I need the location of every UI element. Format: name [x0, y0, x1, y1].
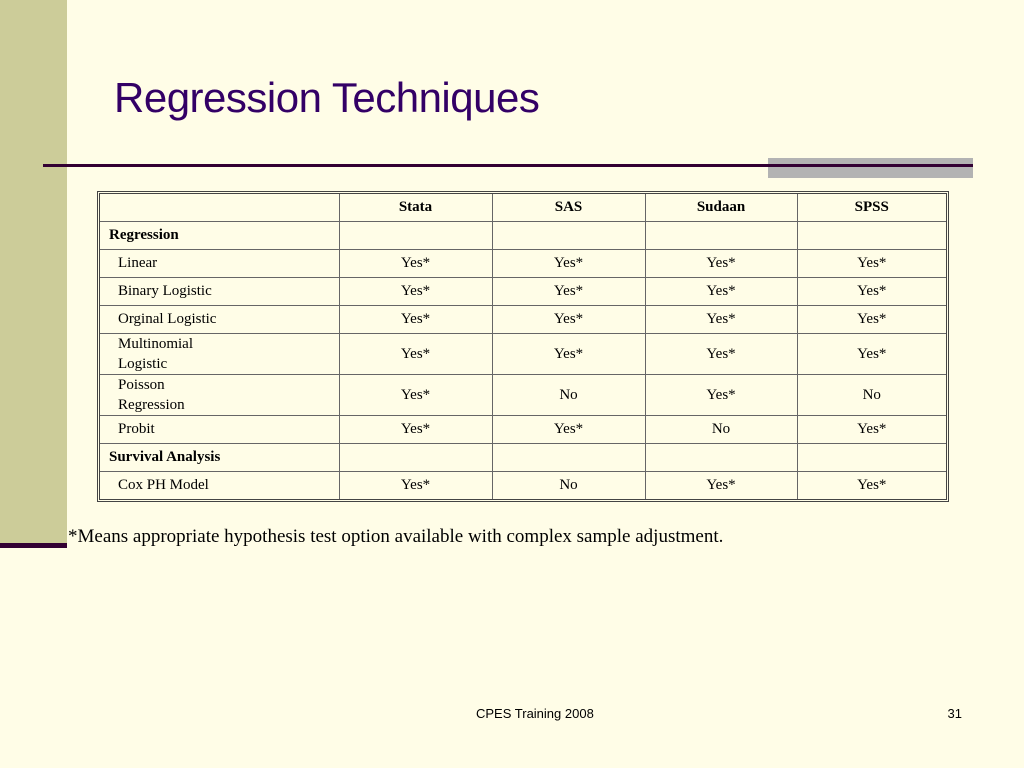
table-cell: Yes* — [339, 306, 492, 334]
row-label-line: Regression — [118, 397, 185, 413]
title-divider-accent — [768, 158, 973, 178]
table-cell: Yes* — [339, 416, 492, 444]
table-cell: No — [492, 472, 645, 500]
header-cell-sas: SAS — [492, 194, 645, 222]
table-cell: Yes* — [645, 306, 797, 334]
table-header-row — [100, 194, 946, 222]
table-row-section-survival-analysis — [100, 444, 946, 472]
table-cell: Yes* — [492, 306, 645, 334]
header-cell-spss: SPSS — [797, 194, 946, 222]
table-row-section-regression — [100, 222, 946, 250]
table-cell: Yes* — [492, 278, 645, 306]
row-label: Binary Logistic — [100, 278, 339, 306]
table-cell — [339, 222, 492, 250]
table-cell: Yes* — [645, 375, 797, 416]
slide-title: Regression Techniques — [114, 74, 540, 121]
table-row-multinomial-logistic — [100, 334, 946, 375]
software-comparison-table — [100, 194, 946, 499]
row-label-line: Poisson — [118, 377, 165, 393]
section-label: Survival Analysis — [100, 444, 339, 472]
table-row-orginal-logistic — [100, 306, 946, 334]
comparison-table-frame — [97, 191, 949, 502]
table-cell: Yes* — [797, 472, 946, 500]
header-cell-sudaan: Sudaan — [645, 194, 797, 222]
section-label: Regression — [100, 222, 339, 250]
table-cell: Yes* — [797, 416, 946, 444]
table-cell: Yes* — [339, 472, 492, 500]
table-cell: Yes* — [492, 250, 645, 278]
slide-footer: CPES Training 2008 — [476, 706, 594, 721]
table-cell: Yes* — [339, 375, 492, 416]
table-cell — [797, 222, 946, 250]
table-cell: Yes* — [339, 334, 492, 375]
table-cell — [645, 444, 797, 472]
row-label: Cox PH Model — [100, 472, 339, 500]
table-cell: Yes* — [645, 334, 797, 375]
table-row-linear — [100, 250, 946, 278]
table-cell — [492, 444, 645, 472]
row-label-line: Logistic — [118, 356, 168, 372]
table-cell: Yes* — [339, 250, 492, 278]
left-accent-rule — [0, 543, 67, 548]
row-label: Probit — [100, 416, 339, 444]
table-row-cox-ph-model — [100, 472, 946, 500]
page-number: 31 — [947, 706, 962, 721]
row-label — [100, 375, 339, 416]
table-cell: Yes* — [645, 250, 797, 278]
table-row-binary-logistic — [100, 278, 946, 306]
table-cell: No — [492, 375, 645, 416]
table-cell: Yes* — [645, 472, 797, 500]
table-cell — [797, 444, 946, 472]
table-cell: Yes* — [645, 278, 797, 306]
table-cell: No — [797, 375, 946, 416]
left-accent-bar — [0, 0, 67, 546]
table-cell — [645, 222, 797, 250]
table-cell: Yes* — [492, 334, 645, 375]
title-divider-accent-line — [768, 164, 973, 167]
table-cell: Yes* — [797, 334, 946, 375]
header-cell-stata: Stata — [339, 194, 492, 222]
table-cell — [339, 444, 492, 472]
table-row-probit — [100, 416, 946, 444]
row-label: Linear — [100, 250, 339, 278]
row-label-line: Multinomial — [118, 336, 193, 352]
table-row-poisson-regression — [100, 375, 946, 416]
row-label — [100, 334, 339, 375]
table-cell: Yes* — [339, 278, 492, 306]
header-cell-empty — [100, 194, 339, 222]
table-cell: No — [645, 416, 797, 444]
table-cell: Yes* — [797, 250, 946, 278]
table-cell — [492, 222, 645, 250]
table-cell: Yes* — [797, 278, 946, 306]
row-label: Orginal Logistic — [100, 306, 339, 334]
footnote: *Means appropriate hypothesis test option available with complex sample adjustment. — [68, 526, 724, 547]
table-cell: Yes* — [797, 306, 946, 334]
table-cell: Yes* — [492, 416, 645, 444]
